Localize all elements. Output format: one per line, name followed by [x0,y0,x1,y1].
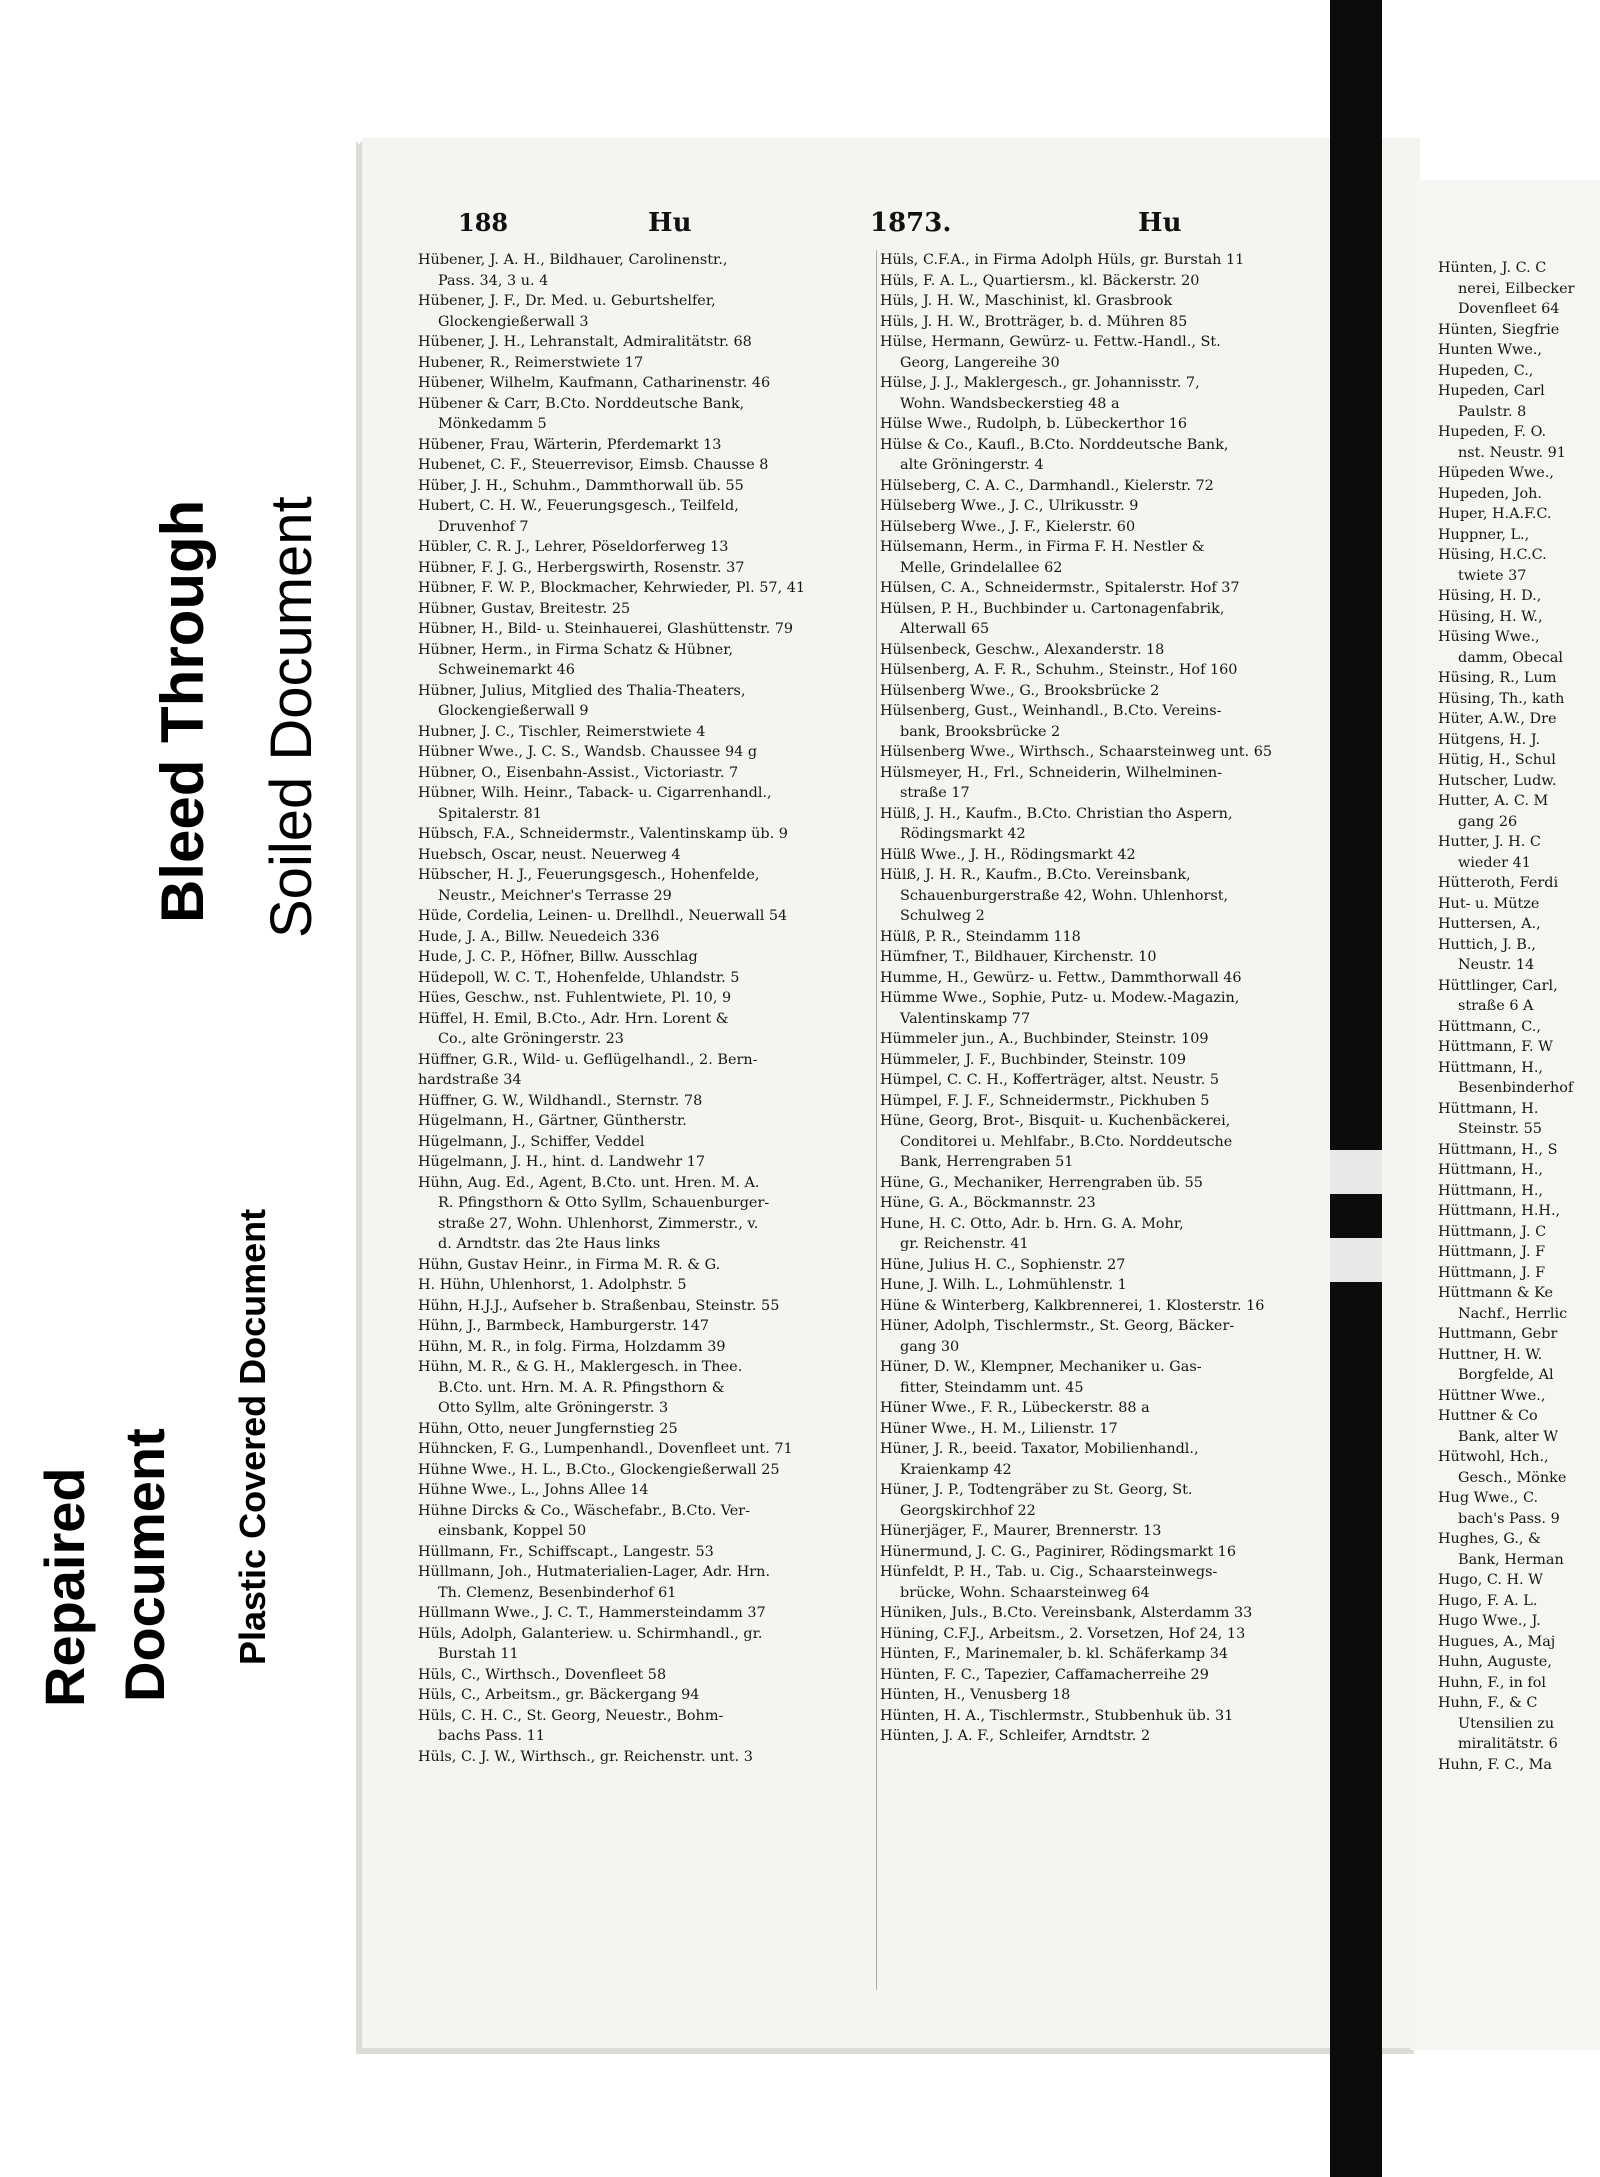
directory-entry: gang 26 [1458,813,1518,830]
directory-entry: Hüpeden Wwe., [1438,465,1554,481]
directory-entry: Hüls, C. J. W., Wirthsch., gr. Reichenstr. unt. 3 [418,1748,753,1765]
directory-entry: Hümmeler jun., A., Buchbinder, Steinstr. 109 [880,1031,1209,1047]
directory-entry: Hüls, J. H. W., Brotträger, b. d. Mühren 85 [880,313,1188,330]
directory-entry: Hupeden, Joh. [1438,485,1542,502]
directory-entry: Dovenfleet 64 [1458,301,1560,317]
directory-entry: Hühn, M. R., in folg. Firma, Holzdamm 39 [418,1338,726,1355]
directory-entry: brücke, Wohn. Schaarsteinweg 64 [900,1584,1150,1601]
directory-entry: bachs Pass. 11 [438,1728,545,1744]
directory-entry: Hüffner, G.R., Wild- u. Geflügelhandl., 2. Bern- [418,1051,758,1068]
page-header [458,208,1358,248]
directory-entry: Hutter, A. C. M [1438,793,1549,809]
directory-entry: Hübner, H., Bild- u. Steinhauerei, Glashüttenstr. 79 [418,621,794,637]
directory-entry: Hümfner, T., Bildhauer, Kirchenstr. 10 [880,949,1157,965]
directory-entry: Hübener, Frau, Wärterin, Pferdemarkt 13 [418,436,722,453]
directory-entry: Hutter, J. H. C [1438,834,1541,850]
directory-entry: Hühn, Gustav Heinr., in Firma M. R. & G. [418,1256,721,1273]
directory-entry: Hülsenbeck, Geschw., Alexanderstr. 18 [880,641,1165,658]
directory-entry: Hühn, J., Barmbeck, Hamburgerstr. 147 [418,1318,710,1334]
gutter-marker [1330,1238,1382,1282]
directory-entry: Hugues, A., Maj [1438,1633,1556,1650]
directory-entry: Hunten Wwe., [1438,342,1543,358]
directory-entry: Hughes, G., & [1438,1531,1541,1547]
directory-entry: Hüls, Adolph, Galanteriew. u. Schirmhandl., gr. [418,1625,763,1642]
directory-entry: straße 6 A [1458,998,1534,1014]
directory-entry: damm, Obecal [1458,649,1563,666]
directory-entry: Neustr. 14 [1458,957,1535,973]
directory-entry: Hubner, J. C., Tischler, Reimerstwiete 4 [418,723,706,740]
plastic-covered-label: Plastic Covered Document [232,1208,273,1665]
directory-entry: Hünten, Siegfrie [1438,321,1560,338]
directory-entry: H. Hühn, Uhlenhorst, 1. Adolphstr. 5 [418,1277,687,1293]
bleed-through-label: Bleed Through [149,499,216,923]
directory-entry: Hüner, J. R., beeid. Taxator, Mobilienhandl., [880,1441,1199,1457]
directory-entry: Hugo, F. A. L. [1438,1592,1538,1609]
directory-entry: Hübner, Julius, Mitglied des Thalia-Theaters, [418,682,746,699]
directory-entry: Hüttmann, H. [1438,1100,1539,1117]
directory-entry: Druvenhof 7 [438,518,529,535]
directory-entry: bach's Pass. 9 [1458,1510,1560,1527]
directory-entry: Hümmeler, J. F., Buchbinder, Steinstr. 109 [880,1051,1186,1068]
soiled-document-label: Soiled Document [259,496,324,938]
directory-entry: Hüsing, Th., kath [1438,690,1565,707]
directory-entry: gang 30 [900,1338,960,1355]
directory-entry: Hüttmann, C., [1438,1018,1541,1035]
directory-entry: Rödingsmarkt 42 [900,826,1026,842]
directory-entry: Hülseberg, C. A. C., Darmhandl., Kielerstr. 72 [880,477,1214,494]
directory-entry: Hülsemann, Herm., in Firma F. H. Nestler & [880,539,1205,555]
directory-entry: Hubener, R., Reimerstwiete 17 [418,354,644,371]
directory-entry: Hüllmann, Joh., Hutmaterialien-Lager, Adr. Hrn. [418,1564,771,1580]
directory-entry: Hülse, J. J., Maklergesch., gr. Johannisstr. 7, [880,375,1200,391]
directory-entry: Hüllmann, Fr., Schiffscapt., Langestr. 53 [418,1543,714,1560]
directory-entry: Hugo, C. H. W [1438,1572,1543,1588]
directory-entry: Hütig, H., Schul [1438,752,1556,768]
directory-entry: Huttner, H. W. [1438,1346,1543,1363]
directory-entry: Huhn, F. C., Ma [1438,1756,1552,1773]
left-heading: Hu [648,208,692,238]
directory-entry: nst. Neustr. 91 [1458,444,1566,461]
year: 1873. [870,208,952,238]
directory-entry: Otto Syllm, alte Gröningerstr. 3 [438,1400,669,1416]
directory-entry: Hülsen, C. A., Schneidermstr., Spitalerstr. Hof 37 [880,580,1240,596]
directory-entry: Hüner, J. P., Todtengräber zu St. Georg, St. [880,1482,1193,1498]
directory-entry: Schweinemarkt 46 [438,662,575,678]
directory-entry: Schauenburgerstraße 42, Wohn. Uhlenhorst, [900,887,1229,904]
directory-entry: Hügelmann, J. H., hint. d. Landwehr 17 [418,1154,706,1170]
directory-entry: Hüllmann Wwe., J. C. T., Hammersteindamm 37 [418,1605,766,1621]
directory-entry: Bank, Herman [1458,1551,1564,1568]
directory-entry: Hübener, Wilhelm, Kaufmann, Catharinenstr. 46 [418,375,771,391]
directory-entry: Besenbinderhof [1458,1080,1574,1096]
directory-entry: Hübner, O., Eisenbahn-Assist., Victoriastr. 7 [418,764,739,781]
directory-entry: Hüls, F. A. L., Quartiersm., kl. Bäckerstr. 20 [880,272,1200,289]
document-label: Document [113,1428,176,1702]
directory-entry: Hüls, J. H. W., Maschinist, kl. Grasbrook [880,293,1173,309]
directory-entry: Hübscher, H. J., Feuerungsgesch., Hohenfelde, [418,867,760,883]
directory-entry: Hüttmann, H., S [1438,1141,1558,1158]
directory-entry: Hülse Wwe., Rudolph, b. Lübeckerthor 16 [880,416,1188,432]
directory-entry: Nachf., Herrlic [1458,1305,1568,1322]
directory-entry: Hümme Wwe., Sophie, Putz- u. Modew.-Magazin, [880,990,1240,1006]
directory-entry: Hupeden, C., [1438,362,1534,379]
directory-entry: Hüttmann, J. F [1438,1244,1546,1260]
directory-entry: Hubert, C. H. W., Feuerungsgesch., Teilfeld, [418,498,739,514]
directory-entry: Hüsing Wwe., [1438,629,1540,645]
directory-entry: miralitätstr. 6 [1458,1736,1558,1752]
directory-entry: Hülse & Co., Kaufl., B.Cto. Norddeutsche Bank, [880,436,1229,453]
directory-entry: wieder 41 [1458,854,1531,871]
directory-entry: Bank, Herrengraben 51 [900,1154,1074,1170]
directory-entry: Hüner Wwe., H. M., Lilienstr. 17 [880,1420,1118,1437]
directory-entry: Bank, alter W [1458,1428,1559,1445]
directory-entry: Utensilien zu [1458,1715,1555,1732]
directory-entry: Hülß, J. H., Kaufm., B.Cto. Christian tho Aspern, [880,805,1233,822]
directory-entry: Melle, Grindelallee 62 [900,559,1063,576]
directory-entry: Hünten, F. C., Tapezier, Caffamacherreihe 29 [880,1666,1209,1683]
directory-entry: Huppner, L., [1438,526,1530,543]
directory-entry: Hude, J. A., Billw. Neuedeich 336 [418,928,660,945]
directory-entry: Hüne & Winterberg, Kalkbrennerei, 1. Klosterstr. 16 [880,1297,1265,1314]
directory-entry: Hug Wwe., C. [1438,1490,1539,1506]
directory-entry: straße 17 [900,785,970,801]
directory-entry: Borgfelde, Al [1458,1367,1554,1383]
directory-entry: Schulweg 2 [900,908,985,924]
directory-entry: Hühncken, F. G., Lumpenhandl., Dovenfleet unt. 71 [418,1441,793,1457]
directory-entry: Hüttmann, J. C [1438,1223,1547,1240]
directory-entry: Hüttmann, F. W [1438,1039,1553,1055]
directory-entry: Hühne Dircks & Co., Wäschefabr., B.Cto. Ver- [418,1502,751,1519]
directory-entry: Hüls, C. H. C., St. Georg, Neuestr., Bohm- [418,1707,724,1724]
directory-entry: Hubenet, C. F., Steuerrevisor, Eimsb. Chausse 8 [418,457,769,473]
directory-entry: Huttich, J. B., [1438,936,1536,953]
directory-entry: Th. Clemenz, Besenbinderhof 61 [438,1584,677,1601]
directory-entry: Hüniken, Juls., B.Cto. Vereinsbank, Alsterdamm 33 [880,1605,1253,1621]
directory-entry: Huttmann, Gebr [1438,1326,1558,1342]
directory-entry: Hühne Wwe., H. L., B.Cto., Glockengießerwall 25 [418,1461,780,1478]
directory-entry: Gesch., Mönke [1458,1469,1567,1486]
directory-entry: Hülsen, P. H., Buchbinder u. Cartonagenfabrik, [880,600,1225,617]
directory-entry: Hübsch, F.A., Schneidermstr., Valentinskamp üb. 9 [418,826,788,842]
directory-entry: hardstraße 34 [418,1072,522,1088]
directory-entry: Hünfeldt, P. H., Tab. u. Cig., Schaarsteinwegs- [880,1564,1218,1580]
directory-entry: Huhn, F., in fol [1438,1674,1547,1691]
directory-entry: Burstah 11 [438,1646,519,1662]
directory-entry: Steinstr. 55 [1458,1121,1542,1137]
gutter-marker [1330,1150,1382,1194]
directory-entry: Georg, Langereihe 30 [900,354,1060,371]
bleed-soiled-label-block [138,348,346,948]
directory-entry: Hüttlinger, Carl, [1438,977,1558,994]
directory-entry: nerei, Eilbecker [1458,280,1575,297]
directory-entry: Hüls, C., Arbeitsm., gr. Bäckergang 94 [418,1687,700,1703]
directory-entry: B.Cto. unt. Hrn. M. A. R. Pfingsthorn & [438,1379,725,1396]
directory-entry: Hünten, J. C. C [1438,260,1547,276]
directory-entry: Hülß, J. H. R., Kaufm., B.Cto. Vereinsbank, [880,867,1191,883]
repaired-label-block [20,1282,180,1732]
directory-entry: Hüls, C., Wirthsch., Dovenfleet 58 [418,1666,667,1683]
directory-entry: Hünerjäger, F., Maurer, Brennerstr. 13 [880,1523,1162,1539]
directory-entry: Hübner, Gustav, Breitestr. 25 [418,600,631,617]
directory-entry: Hupeden, F. O. [1438,424,1547,440]
directory-entry: Valentinskamp 77 [900,1010,1031,1027]
directory-entry: d. Arndtstr. das 2te Haus links [438,1236,661,1252]
right-column [880,250,1330,1747]
directory-entry: Hüdepoll, W. C. T., Hohenfelde, Uhlandstr. 5 [418,969,740,986]
directory-entry: Hühn, Aug. Ed., Agent, B.Cto. unt. Hren. M. A. [418,1174,760,1191]
directory-entry: Spitalerstr. 81 [438,805,542,822]
directory-entry: Hüner, Adolph, Tischlermstr., St. Georg, Bäcker- [880,1318,1235,1334]
directory-entry: Hüner, D. W., Klempner, Mechaniker u. Gas- [880,1359,1202,1375]
column-divider [876,250,877,1990]
directory-entry: Hübener, J. F., Dr. Med. u. Geburtshelfer, [418,293,716,309]
directory-entry: twiete 37 [1458,567,1527,584]
directory-entry: Hübener, J. A. H., Bildhauer, Carolinenstr., [418,252,728,268]
directory-entry: Hütteroth, Ferdi [1438,875,1559,891]
directory-entry: R. Pfingsthorn & Otto Syllm, Schauenburger- [438,1195,770,1211]
book-gutter [1330,0,1382,2177]
directory-entry: Hune, J. Wilh. L., Lohmühlenstr. 1 [880,1277,1127,1293]
directory-entry: Hüsing, H. D., [1438,588,1542,604]
directory-entry: Hümpel, C. C. H., Kofferträger, altst. Neustr. 5 [880,1072,1219,1088]
directory-entry: Hüttmann, H., [1438,1182,1543,1199]
directory-entry: Hübner, F. W. P., Blockmacher, Kehrwieder, Pl. 57, 41 [418,580,806,596]
directory-entry: Hülseberg Wwe., J. C., Ulrikusstr. 9 [880,498,1139,514]
directory-entry: Huper, H.A.F.C. [1438,506,1552,522]
directory-entry: Hübner Wwe., J. C. S., Wandsb. Chaussee 94 g [418,744,758,760]
directory-entry: Hüttmann, J. F [1438,1264,1546,1281]
facing-page-column [1438,258,1600,1775]
directory-entry: Wohn. Wandsbeckerstieg 48 a [900,395,1120,412]
directory-entry: Huhn, F., & C [1438,1695,1538,1711]
directory-entry: Hülsenberg, A. F. R., Schuhm., Steinstr., Hof 160 [880,662,1238,678]
directory-entry: Hüttmann, H.H., [1438,1203,1561,1219]
directory-entry: Hülß Wwe., J. H., Rödingsmarkt 42 [880,846,1136,863]
directory-entry: Hüsing, R., Lum [1438,670,1557,686]
directory-entry: Hülsenberg Wwe., Wirthsch., Schaarsteinweg unt. 65 [880,744,1273,760]
directory-entry: Neustr., Meichner's Terrasse 29 [438,887,672,904]
directory-entry: Hünten, H., Venusberg 18 [880,1687,1071,1703]
directory-entry: Hüttmann & Ke [1438,1285,1553,1301]
directory-entry: bank, Brooksbrücke 2 [900,723,1061,740]
directory-entry: gr. Reichenstr. 41 [900,1236,1029,1252]
directory-entry: Hüne, G., Mechaniker, Herrengraben üb. 55 [880,1174,1203,1191]
directory-entry: Hünten, H. A., Tischlermstr., Stubbenhuk üb. 31 [880,1707,1234,1724]
directory-entry: Hübener & Carr, B.Cto. Norddeutsche Bank, [418,395,745,412]
directory-entry: Glockengießerwall 3 [438,313,589,330]
directory-entry: Hude, J. C. P., Höfner, Billw. Ausschlag [418,949,698,965]
directory-entry: Huhn, Auguste, [1438,1654,1552,1670]
directory-entry: Hübner, Wilh. Heinr., Taback- u. Cigarrenhandl., [418,785,772,801]
directory-entry: Conditorei u. Mehlfabr., B.Cto. Norddeutsche [900,1133,1233,1150]
directory-entry: Hünten, F., Marinemaler, b. kl. Schäferkamp 34 [880,1646,1229,1662]
directory-entry: Hüls, C.F.A., in Firma Adolph Hüls, gr. Burstah 11 [880,252,1245,268]
directory-entry: Hüde, Cordelia, Leinen- u. Drellhdl., Neuerwall 54 [418,908,788,924]
directory-entry: Hüttner Wwe., [1438,1387,1546,1404]
directory-entry: Hüttmann, H., [1438,1059,1543,1076]
directory-entry: Hübner, Herm., in Firma Schatz & Hübner, [418,641,734,658]
directory-entry: straße 27, Wohn. Uhlenhorst, Zimmerstr., v. [438,1215,759,1232]
directory-entry: Hülse, Hermann, Gewürz- u. Fettw.-Handl., St. [880,334,1221,350]
directory-entry: Hüber, J. H., Schuhm., Dammthorwall üb. 55 [418,477,744,494]
directory-entry: fitter, Steindamm unt. 45 [900,1379,1084,1396]
directory-entry: Hüffner, G. W., Wildhandl., Sternstr. 78 [418,1092,703,1109]
directory-entry: Alterwall 65 [900,621,990,637]
directory-entry: Hüsing, H. W., [1438,608,1543,625]
directory-entry: Pass. 34, 3 u. 4 [438,272,549,289]
directory-entry: Hühn, Otto, neuer Jungfernstieg 25 [418,1420,678,1437]
directory-entry: Hüsing, H.C.C. [1438,547,1547,563]
directory-entry: Hümpel, F. J. F., Schneidermstr., Pickhuben 5 [880,1092,1210,1109]
directory-entry: Hünermund, J. C. G., Paginirer, Rödingsmarkt 16 [880,1543,1236,1560]
directory-entry: Mönkedamm 5 [438,416,547,432]
page-number: 188 [458,208,509,237]
directory-entry: Hüne, Julius H. C., Sophienstr. 27 [880,1256,1126,1273]
left-column [418,250,873,1767]
directory-entry: Hutscher, Ludw. [1438,772,1557,789]
plastic-covered-label-block [212,1080,330,1680]
directory-entry: Hülseberg Wwe., J. F., Kielerstr. 60 [880,518,1136,535]
directory-entry: Huttersen, A., [1438,916,1541,932]
directory-entry: Hühne Wwe., L., Johns Allee 14 [418,1482,649,1498]
directory-entry: Hupeden, Carl [1438,383,1545,399]
directory-entry: Hünten, J. A. F., Schleifer, Arndtstr. 2 [880,1728,1151,1744]
right-heading: Hu [1138,208,1182,238]
directory-entry: Hügelmann, J., Schiffer, Veddel [418,1133,645,1150]
repaired-label: Repaired [33,1467,96,1707]
directory-entry: Hühn, H.J.J., Aufseher b. Straßenbau, Steinstr. 55 [418,1297,780,1314]
directory-entry: Hune, H. C. Otto, Adr. b. Hrn. G. A. Mohr, [880,1215,1184,1232]
directory-entry: Hüne, G. A., Böckmannstr. 23 [880,1195,1096,1211]
directory-entry: Hütwohl, Hch., [1438,1449,1549,1465]
directory-entry: einsbank, Koppel 50 [438,1523,587,1539]
directory-entry: Hügelmann, H., Gärtner, Güntherstr. [418,1113,687,1129]
directory-entry: Hülß, P. R., Steindamm 118 [880,928,1081,945]
directory-entry: Hüter, A.W., Dre [1438,711,1557,727]
directory-entry: Co., alte Gröningerstr. 23 [438,1031,624,1047]
directory-entry: Hübener, J. H., Lehranstalt, Admiralitätstr. 68 [418,334,752,350]
directory-entry: Paulstr. 8 [1458,403,1527,420]
directory-entry: Huttner & Co [1438,1408,1538,1424]
directory-entry: Hüttmann, H., [1438,1162,1543,1178]
directory-entry: Hut- u. Mütze [1438,895,1540,912]
directory-entry: Hülsmeyer, H., Frl., Schneiderin, Wilhelminen- [880,764,1223,781]
directory-entry: Hülsenberg, Gust., Weinhandl., B.Cto. Vereins- [880,703,1222,719]
directory-entry: Hüning, C.F.J., Arbeitsm., 2. Vorsetzen, Hof 24, 13 [880,1625,1246,1642]
directory-entry: Huebsch, Oscar, neust. Neuerweg 4 [418,846,681,863]
directory-entry: Hüffel, H. Emil, B.Cto., Adr. Hrn. Lorent & [418,1010,729,1027]
directory-entry: Hües, Geschw., nst. Fuhlentwiete, Pl. 10, 9 [418,990,732,1006]
directory-entry: alte Gröningerstr. 4 [900,457,1044,473]
directory-entry: Hübler, C. R. J., Lehrer, Pöseldorferweg 13 [418,539,729,555]
directory-entry: Georgskirchhof 22 [900,1502,1036,1519]
directory-entry: Hüne, Georg, Brot-, Bisquit- u. Kuchenbäckerei, [880,1113,1231,1129]
directory-entry: Hübner, F. J. G., Herbergswirth, Rosenstr. 37 [418,559,745,576]
directory-entry: Hühn, M. R., & G. H., Maklergesch. in Thee. [418,1359,743,1375]
directory-entry: Humme, H., Gewürz- u. Fettw., Dammthorwall 46 [880,969,1242,986]
directory-entry: Hülsenberg Wwe., G., Brooksbrücke 2 [880,682,1160,699]
directory-entry: Glockengießerwall 9 [438,703,589,719]
directory-entry: Hütgens, H. J. [1438,731,1541,748]
directory-entry: Kraienkamp 42 [900,1461,1012,1478]
directory-entry: Hüner Wwe., F. R., Lübeckerstr. 88 a [880,1400,1150,1416]
directory-entry: Hugo Wwe., J. [1438,1613,1541,1629]
